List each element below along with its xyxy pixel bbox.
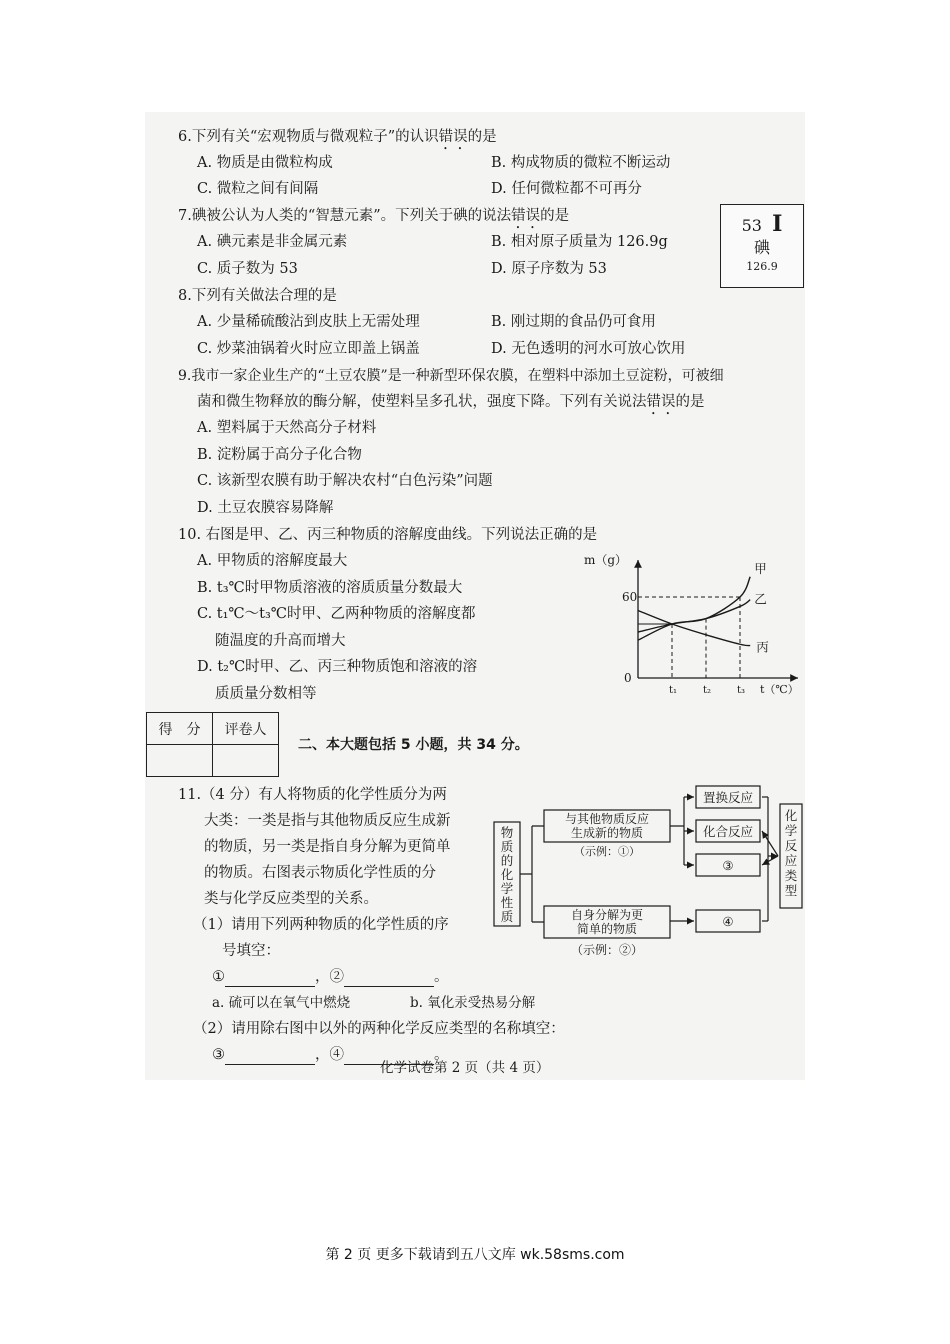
- q6-option-c: C. 微粒之间有间隔: [197, 181, 319, 197]
- q11-blanks-12: ① ，② 。: [212, 969, 449, 985]
- page-footer-exam: 化学试卷第 2 页（共 4 页）: [380, 1060, 550, 1076]
- q11-part1-line1: （1）请用下列两种物质的化学性质的序: [193, 917, 449, 933]
- y-tick-0: 0: [624, 671, 632, 685]
- react-line1: 与其他物质反应: [564, 812, 650, 826]
- atomic-number: 53: [741, 216, 762, 235]
- q11-line2: 大类：一类是指与其他物质反应生成新: [204, 813, 451, 829]
- curve-label-2: 乙: [754, 591, 767, 607]
- q11-choice-b: b. 氧化汞受热易分解: [410, 995, 536, 1011]
- decompose-line2: 简单的物质: [576, 922, 638, 936]
- q11-choice-a: a. 硫可以在氧气中燃烧: [212, 995, 351, 1011]
- q6-stem: 6.下列有关“宏观物质与微观粒子”的认识错误的是: [178, 129, 497, 145]
- q11-line4: 的物质。右图表示物质化学性质的分: [204, 865, 436, 881]
- reaction-classification-diagram: [490, 780, 805, 965]
- x-tick-2: t₂: [703, 685, 712, 696]
- q11-line5: 类与化学反应类型的关系。: [204, 891, 378, 907]
- x-tick-1: t₁: [669, 685, 678, 696]
- q11-blanks-34: ③ ，④ 。: [212, 1047, 449, 1063]
- q10-option-d-line1: D. t₂℃时甲、乙、丙三种物质饱和溶液的溶: [197, 659, 478, 675]
- q9-option-d: D. 土豆农膜容易降解: [197, 500, 334, 516]
- answer-blank-3[interactable]: [225, 1050, 315, 1065]
- type-label-4: ④: [722, 914, 734, 929]
- curve-2: [638, 600, 750, 632]
- page-footer-download: 第 2 页 更多下载请到五八文库 wk.58sms.com: [325, 1247, 625, 1263]
- q6-option-d: D. 任何微粒都不可再分: [491, 181, 642, 197]
- score-cell: [147, 745, 213, 777]
- q8-stem: 8.下列有关做法合理的是: [178, 288, 337, 304]
- section-2-heading: 二、本大题包括 5 小题，共 34 分。: [298, 737, 529, 753]
- q8-option-c: C. 炒菜油锅着火时应立即盖上锅盖: [197, 341, 420, 357]
- q6-option-a: A. 物质是由微粒构成: [197, 155, 333, 171]
- q7-option-b: B. 相对原子质量为 126.9g: [491, 234, 668, 250]
- q10-option-b: B. t₃℃时甲物质溶液的溶质质量分数最大: [197, 580, 463, 596]
- q8-option-b: B. 刚过期的食品仍可食用: [491, 314, 656, 330]
- score-table: [146, 712, 279, 777]
- grader-header: 评卷人: [213, 713, 279, 745]
- q11-part1-line2: 号填空：: [222, 943, 280, 959]
- grader-cell: [213, 745, 279, 777]
- property-label: 物质的化学性质: [500, 825, 514, 924]
- curve-label-1: 甲: [754, 560, 767, 576]
- q7-stem: 7.碘被公认为人类的“智慧元素”。下列关于碘的说法错误的是: [178, 208, 570, 224]
- y-axis-label: m（g）: [584, 553, 628, 567]
- q9-option-b: B. 淀粉属于高分子化合物: [197, 447, 362, 463]
- x-tick-3: t₃: [737, 685, 746, 696]
- element-name: 碘: [753, 238, 770, 257]
- q7-option-a: A. 碘元素是非金属元素: [197, 234, 348, 250]
- reaction-type-label: 化学反应类型: [784, 808, 798, 898]
- decompose-line1: 自身分解为更: [570, 908, 644, 922]
- y-tick-60: 60: [622, 590, 638, 604]
- q10-option-d-line2: 质质量分数相等: [215, 686, 317, 702]
- type-label-1: 置换反应: [702, 790, 754, 805]
- solubility-chart: [584, 548, 810, 704]
- q10-option-c-line2: 随温度的升高而增大: [215, 633, 346, 649]
- q11-line1: 11.（4 分）有人将物质的化学性质分为两: [178, 787, 447, 803]
- q11-line3: 的物质，另一类是指自身分解为更简单: [204, 839, 451, 855]
- type-label-2: 化合反应: [702, 824, 754, 839]
- q10-stem: 10. 右图是甲、乙、丙三种物质的溶解度曲线。下列说法正确的是: [178, 527, 598, 543]
- answer-blank-1[interactable]: [225, 972, 315, 987]
- q7-option-d: D. 原子序数为 53: [491, 261, 607, 277]
- iodine-element-card: [720, 204, 804, 288]
- element-symbol: I: [772, 211, 783, 237]
- q9-stem-line2: 菌和微生物释放的酶分解，使塑料呈多孔状，强度下降。下列有关说法错误的是: [197, 394, 705, 410]
- atomic-mass: 126.9: [746, 260, 778, 273]
- decompose-example: （示例：②）: [570, 943, 644, 957]
- q8-option-a: A. 少量稀硫酸沾到皮肤上无需处理: [197, 314, 420, 330]
- x-axis-label: t（℃）: [760, 683, 799, 696]
- q9-stem-line1: 9.我市一家企业生产的“土豆农膜”是一种新型环保农膜，在塑料中添加土豆淀粉，可被细: [178, 368, 724, 384]
- q11-part2: （2）请用除右图中以外的两种化学反应类型的名称填空：: [193, 1021, 565, 1037]
- curve-label-3: 丙: [756, 639, 769, 655]
- answer-blank-2[interactable]: [344, 972, 434, 987]
- q8-option-d: D. 无色透明的河水可放心饮用: [491, 341, 686, 357]
- q6-option-b: B. 构成物质的微粒不断运动: [491, 155, 671, 171]
- q9-option-a: A. 塑料属于天然高分子材料: [197, 420, 377, 436]
- q10-option-a: A. 甲物质的溶解度最大: [197, 553, 348, 569]
- react-example: （示例：①）: [574, 845, 640, 858]
- type-label-3: ③: [722, 858, 734, 873]
- q10-option-c-line1: C. t₁℃～t₃℃时甲、乙两种物质的溶解度都: [197, 606, 476, 622]
- react-line2: 生成新的物质: [570, 826, 644, 840]
- score-header: 得 分: [147, 713, 213, 745]
- q9-option-c: C. 该新型农膜有助于解决农村“白色污染”问题: [197, 473, 493, 489]
- q7-option-c: C. 质子数为 53: [197, 261, 298, 277]
